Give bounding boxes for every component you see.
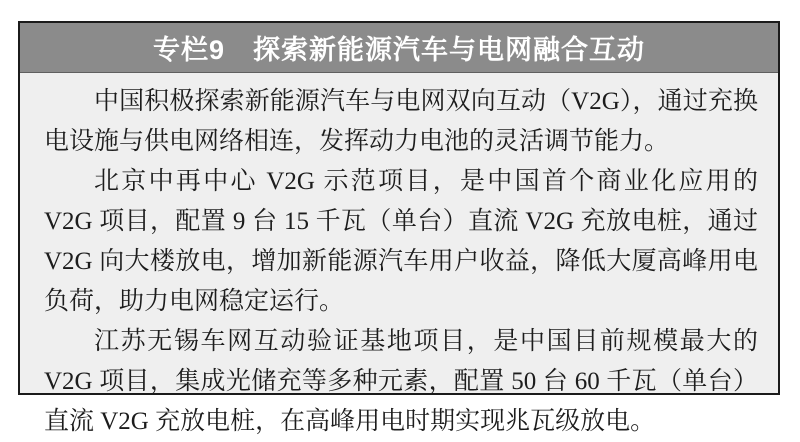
column-header — [20, 23, 778, 73]
column-box — [18, 21, 780, 435]
column-body — [20, 73, 778, 442]
paragraph-jiangsu-project: 江苏无锡车网互动验证基地项目，是中国目前规模最大的 V2G 项目，集成光储充等多种元素，配置 50 台 60 千瓦（单台）直流 V2G 充放电桩，在高峰用电时期实现兆瓦级放电。 — [44, 328, 758, 435]
paragraph-overview: 中国积极探索新能源汽车与电网双向互动（V2G），通过充换电设施与供电网络相连，发挥动力电池的灵活调节能力。 — [44, 88, 758, 155]
paragraph-beijing-project: 北京中再中心 V2G 示范项目，是中国首个商业化应用的 V2G 项目，配置 9 台 15 千瓦（单台）直流 V2G 充放电桩，通过 V2G 向大楼放电，增加新能源汽车用户收益，降低大厦高峰用电负荷，助力电网稳定运行。 — [44, 168, 758, 315]
column-title: 专栏9 探索新能源汽车与电网融合互动 — [152, 35, 645, 65]
